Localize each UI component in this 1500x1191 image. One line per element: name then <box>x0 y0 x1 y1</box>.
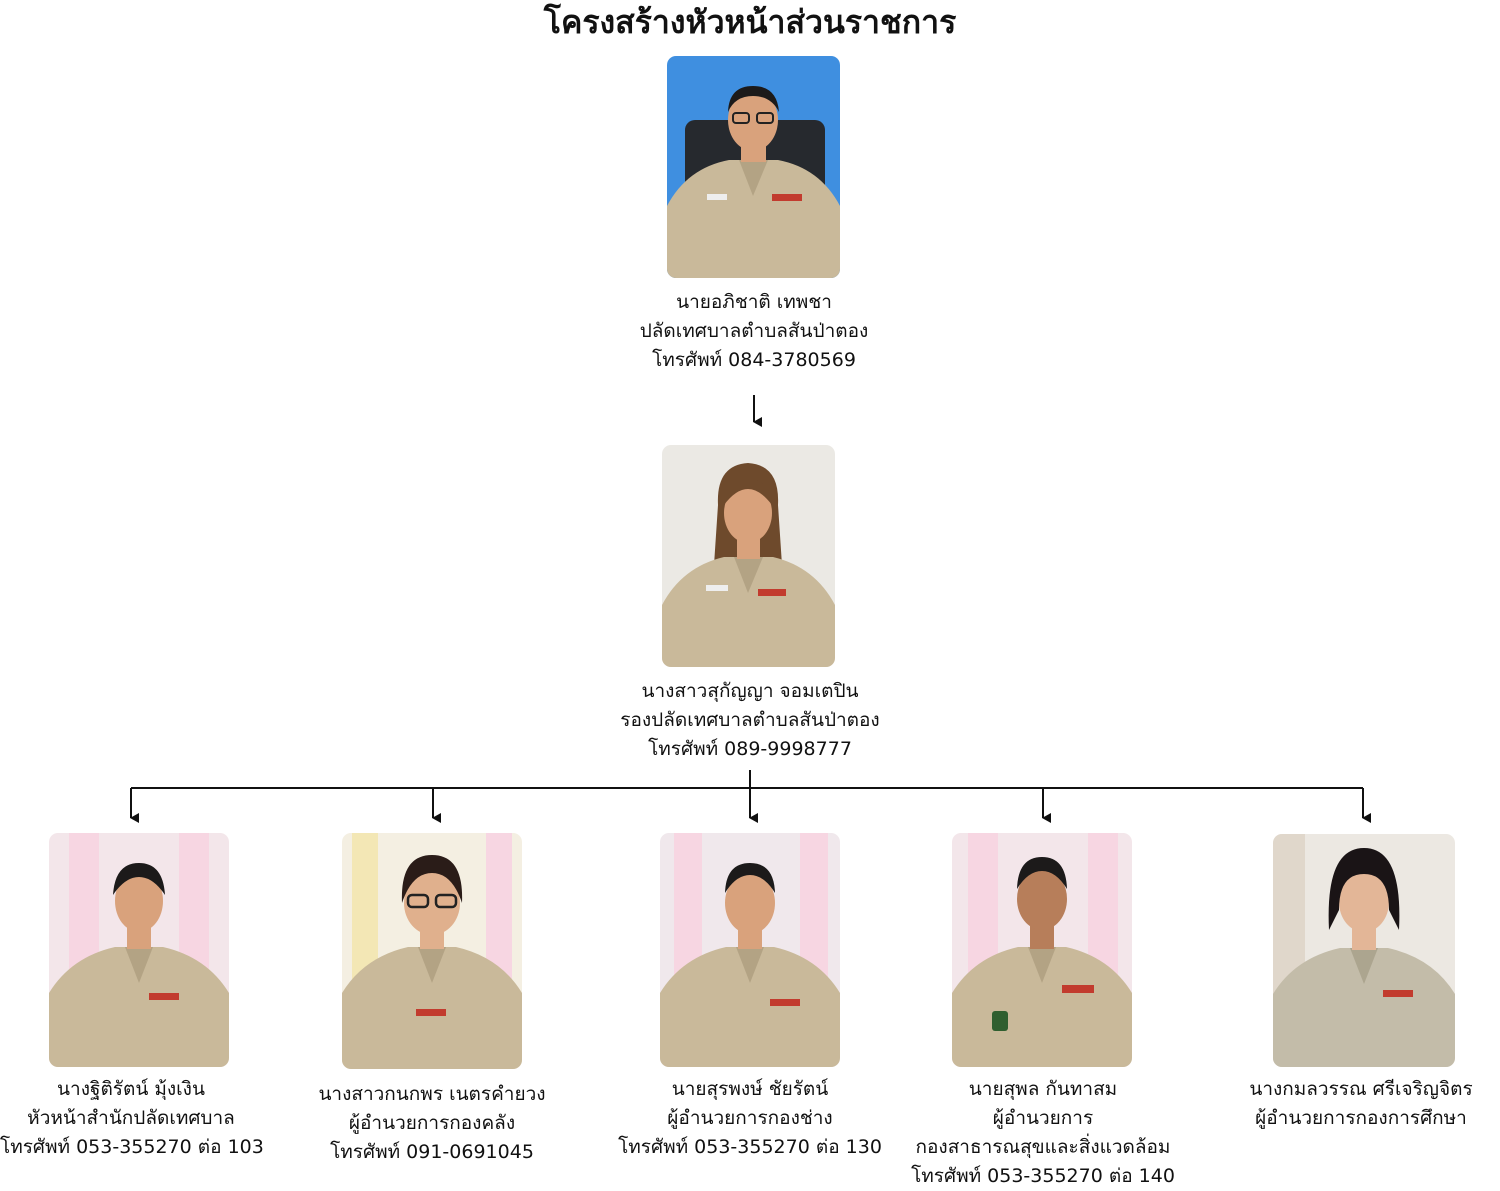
top-phone: โทรศัพท์ 084-3780569 <box>652 349 856 371</box>
head-4-division: กองสาธารณสุขและสิ่งแวดล้อม <box>915 1136 1171 1158</box>
deputy-name: นางสาวสุกัญญา จอมเตปิน <box>641 680 859 702</box>
head-5-name: นางกมลวรรณ ศรีเจริญจิตร <box>1249 1078 1473 1100</box>
head-3-portrait <box>660 833 840 1067</box>
head-2-phone: โทรศัพท์ 091-0691045 <box>330 1141 534 1163</box>
head-4-name: นายสุพล กันทาสม <box>968 1078 1118 1100</box>
deputy-phone: โทรศัพท์ 089-9998777 <box>648 738 852 760</box>
top-caption <box>604 288 904 375</box>
page-title: โครงสร้างหัวหน้าส่วนราชการ <box>543 3 957 41</box>
head-4-phone: โทรศัพท์ 053-355270 ต่อ 140 <box>911 1165 1175 1187</box>
head-2-position: ผู้อำนวยการกองคลัง <box>348 1112 516 1134</box>
head-3-caption <box>604 1075 896 1162</box>
head-1-name: นางฐิติรัตน์ มุ้งเงิน <box>57 1078 205 1100</box>
head-1-caption <box>0 1075 262 1162</box>
top-name: นายอภิชาติ เทพชา <box>676 291 832 313</box>
head-2-portrait <box>342 833 522 1069</box>
head-3-name: นายสุรพงษ์ ชัยรัตน์ <box>671 1078 829 1100</box>
head-1-phone: โทรศัพท์ 053-355270 ต่อ 103 <box>0 1136 264 1158</box>
head-5-position: ผู้อำนวยการกองการศึกษา <box>1255 1107 1467 1129</box>
head-3-position: ผู้อำนวยการกองช่าง <box>667 1107 833 1129</box>
top-portrait <box>667 56 840 278</box>
head-2-caption <box>296 1080 568 1167</box>
head-1-portrait <box>49 833 229 1067</box>
head-4-position: ผู้อำนวยการ <box>992 1107 1094 1129</box>
deputy-portrait <box>662 445 835 667</box>
deputy-position: รองปลัดเทศบาลตำบลสันป่าตอง <box>620 709 880 731</box>
head-5-caption <box>1222 1075 1500 1133</box>
head-3-phone: โทรศัพท์ 053-355270 ต่อ 130 <box>618 1136 882 1158</box>
deputy-caption <box>600 677 900 764</box>
head-2-name: นางสาวกนกพร เนตรคำยวง <box>318 1083 546 1105</box>
top-position: ปลัดเทศบาลตำบลสันป่าตอง <box>639 320 869 342</box>
head-4-caption <box>896 1075 1190 1191</box>
head-5-portrait <box>1273 834 1455 1067</box>
head-4-portrait <box>952 833 1132 1067</box>
head-1-position: หัวหน้าสำนักปลัดเทศบาล <box>27 1107 235 1129</box>
